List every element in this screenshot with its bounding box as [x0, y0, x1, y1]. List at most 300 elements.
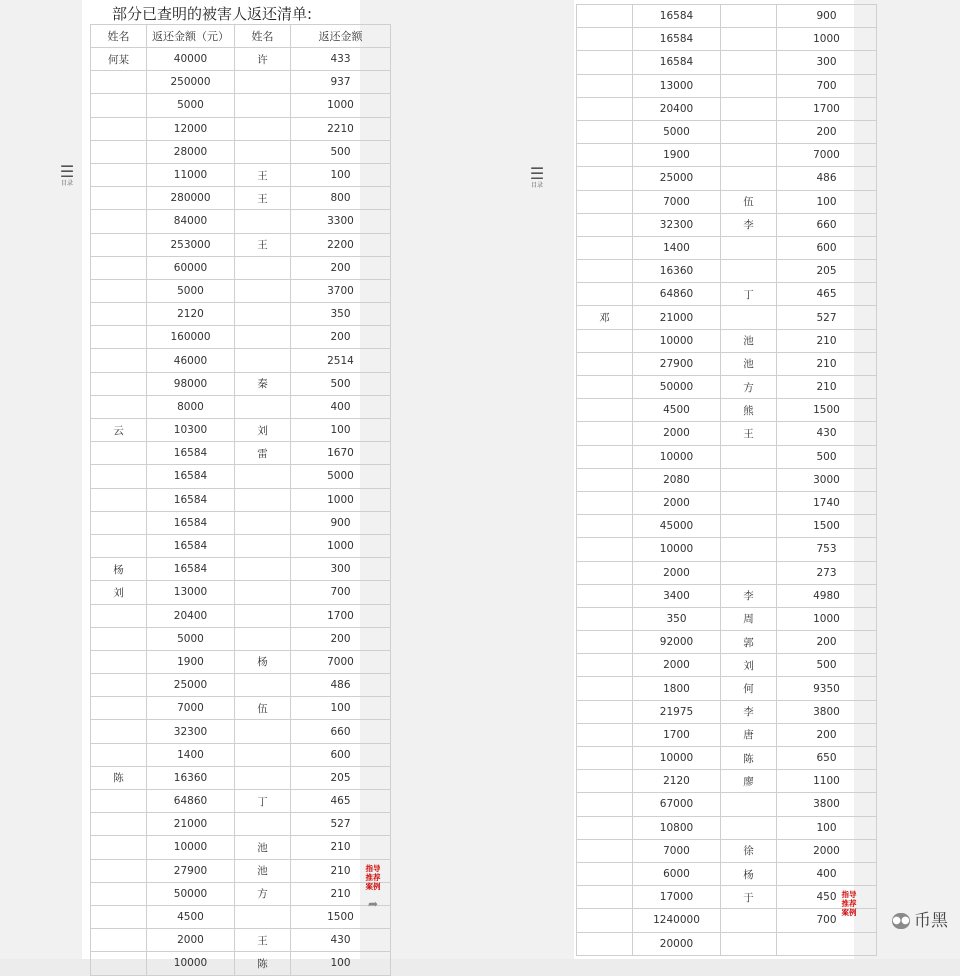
side-tag-guide[interactable]: 指导: [841, 890, 857, 899]
side-tag-recommend[interactable]: 推荐: [365, 873, 381, 882]
name-cell: [577, 468, 633, 491]
amount-cell: 21000: [147, 813, 235, 836]
amount-cell-2: 1740: [777, 491, 877, 514]
name-cell-2: 伍: [235, 697, 291, 720]
name-cell-2: 伍: [721, 190, 777, 213]
name-cell: [577, 747, 633, 770]
amount-cell-2: 210: [777, 376, 877, 399]
amount-cell-2: 2200: [291, 233, 391, 256]
table-row: [577, 677, 877, 700]
left-page-panel: [0, 0, 480, 970]
name-cell: 刘: [91, 581, 147, 604]
amount-cell-2: 486: [291, 674, 391, 697]
name-cell: 云: [91, 419, 147, 442]
amount-cell-2: 1500: [777, 515, 877, 538]
name-cell: [577, 886, 633, 909]
name-cell-2: [235, 511, 291, 534]
amount-cell: 67000: [633, 793, 721, 816]
table-row: [577, 51, 877, 74]
name-cell: [91, 697, 147, 720]
amount-cell-2: 210: [777, 329, 877, 352]
victim-refund-table-right: [576, 4, 877, 956]
watermark-text: 币黑: [914, 911, 948, 931]
name-cell: [577, 97, 633, 120]
table-row: [577, 213, 877, 236]
document-page-left: [82, 0, 363, 970]
amount-cell-2: 1670: [291, 442, 391, 465]
name-cell: [577, 607, 633, 630]
amount-cell: 350: [633, 607, 721, 630]
amount-cell-2: 600: [291, 743, 391, 766]
name-cell-2: [235, 140, 291, 163]
table-row: [91, 929, 391, 952]
name-cell-2: 陈: [721, 747, 777, 770]
amount-cell: 4500: [633, 399, 721, 422]
wechat-icon: ●●: [892, 913, 910, 929]
name-cell: [91, 326, 147, 349]
name-cell-2: 廖: [721, 770, 777, 793]
table-row: [577, 352, 877, 375]
amount-cell-2: 600: [777, 236, 877, 259]
amount-cell: 16584: [147, 442, 235, 465]
amount-cell: 10800: [633, 816, 721, 839]
name-cell-2: [235, 581, 291, 604]
name-cell: [91, 859, 147, 882]
table-row: [577, 862, 877, 885]
name-cell: [91, 465, 147, 488]
name-cell-2: [235, 117, 291, 140]
name-cell: [91, 303, 147, 326]
table-row: [91, 210, 391, 233]
name-cell-2: [721, 144, 777, 167]
amount-cell-2: 500: [777, 445, 877, 468]
name-cell-2: [235, 303, 291, 326]
table-row: [577, 329, 877, 352]
name-cell-2: 丁: [721, 283, 777, 306]
amount-cell: 10000: [147, 836, 235, 859]
table-row: [577, 654, 877, 677]
amount-cell-2: 205: [291, 766, 391, 789]
toc-label: 目录: [530, 182, 543, 189]
name-cell: [91, 604, 147, 627]
amount-cell-2: 500: [291, 140, 391, 163]
table-row: [91, 511, 391, 534]
name-cell: [577, 74, 633, 97]
table-row: [91, 813, 391, 836]
name-cell-2: 方: [721, 376, 777, 399]
amount-cell-2: 500: [291, 372, 391, 395]
document-page-right: [574, 0, 854, 959]
table-row: [91, 442, 391, 465]
name-cell-2: [721, 51, 777, 74]
name-cell-2: [235, 720, 291, 743]
table-row: [91, 882, 391, 905]
amount-cell-2: 5000: [291, 465, 391, 488]
table-row: [577, 932, 877, 955]
name-cell: [577, 515, 633, 538]
name-cell-2: 王: [721, 422, 777, 445]
amount-cell: 10300: [147, 419, 235, 442]
name-cell: [91, 94, 147, 117]
amount-cell: 13000: [147, 581, 235, 604]
name-cell-2: [721, 306, 777, 329]
name-cell: [577, 677, 633, 700]
amount-cell-2: 1000: [777, 607, 877, 630]
amount-cell: 1800: [633, 677, 721, 700]
amount-cell-2: 3800: [777, 700, 877, 723]
name-cell-2: [235, 558, 291, 581]
name-cell-2: 池: [235, 836, 291, 859]
table-row: [91, 859, 391, 882]
amount-cell: 5000: [147, 627, 235, 650]
amount-cell-2: 100: [291, 697, 391, 720]
table-row: [577, 584, 877, 607]
name-cell-2: [721, 236, 777, 259]
amount-cell-2: 2210: [291, 117, 391, 140]
name-cell: [91, 372, 147, 395]
name-cell: 杨: [91, 558, 147, 581]
table-row: [91, 905, 391, 928]
amount-cell: 84000: [147, 210, 235, 233]
amount-cell-2: 100: [777, 190, 877, 213]
table-row: [91, 650, 391, 673]
name-cell: [577, 816, 633, 839]
amount-cell-2: 205: [777, 260, 877, 283]
amount-cell: 40000: [147, 48, 235, 71]
amount-cell: 28000: [147, 140, 235, 163]
amount-cell: 21000: [633, 306, 721, 329]
side-tag-case[interactable]: 案例: [841, 908, 857, 917]
amount-cell: 17000: [633, 886, 721, 909]
name-cell: [577, 376, 633, 399]
table-row: [577, 839, 877, 862]
name-cell-2: [235, 349, 291, 372]
amount-cell-2: 350: [291, 303, 391, 326]
amount-cell-2: 210: [291, 836, 391, 859]
name-cell-2: 方: [235, 882, 291, 905]
name-cell-2: [235, 905, 291, 928]
amount-cell-2: 100: [291, 163, 391, 186]
table-row: [91, 581, 391, 604]
name-cell: [91, 905, 147, 928]
amount-cell-2: 1000: [291, 534, 391, 557]
share-icon[interactable]: ➦: [367, 897, 379, 911]
name-cell-2: [235, 766, 291, 789]
name-cell-2: [235, 813, 291, 836]
amount-cell-2: 9350: [777, 677, 877, 700]
table-row: [577, 236, 877, 259]
amount-cell: 25000: [147, 674, 235, 697]
name-cell-2: [235, 488, 291, 511]
name-cell-2: 周: [721, 607, 777, 630]
amount-cell-2: [777, 932, 877, 955]
amount-cell-2: 660: [777, 213, 877, 236]
name-cell-2: 池: [721, 352, 777, 375]
table-row: [577, 120, 877, 143]
name-cell-2: [235, 94, 291, 117]
table-row: [577, 283, 877, 306]
name-cell: [91, 256, 147, 279]
name-cell: [577, 491, 633, 514]
amount-cell: 25000: [633, 167, 721, 190]
amount-cell-2: 465: [777, 283, 877, 306]
name-cell-2: 王: [235, 187, 291, 210]
amount-cell: 5000: [147, 279, 235, 302]
table-row: [91, 256, 391, 279]
name-cell-2: 陈: [235, 952, 291, 975]
amount-cell: 16584: [633, 28, 721, 51]
amount-cell-2: 7000: [291, 650, 391, 673]
name-cell-2: [721, 816, 777, 839]
amount-cell-2: 800: [291, 187, 391, 210]
table-row: [577, 5, 877, 28]
name-cell-2: 郭: [721, 631, 777, 654]
side-tag-case[interactable]: 案例: [365, 882, 381, 891]
name-cell-2: [235, 210, 291, 233]
amount-cell: 5000: [633, 120, 721, 143]
amount-cell: 60000: [147, 256, 235, 279]
table-row: [577, 399, 877, 422]
name-cell: 何某: [91, 48, 147, 71]
amount-cell: 16360: [633, 260, 721, 283]
name-cell: [91, 743, 147, 766]
amount-cell: 27900: [147, 859, 235, 882]
amount-cell: 64860: [633, 283, 721, 306]
amount-cell: 20000: [633, 932, 721, 955]
amount-cell-2: 3300: [291, 210, 391, 233]
side-tag-recommend[interactable]: 推荐: [841, 899, 857, 908]
name-cell: 邓: [577, 306, 633, 329]
name-cell: [577, 120, 633, 143]
amount-cell: 1400: [147, 743, 235, 766]
name-cell-2: 何: [721, 677, 777, 700]
amount-cell-2: 3700: [291, 279, 391, 302]
name-cell-2: [721, 260, 777, 283]
name-cell-2: [721, 5, 777, 28]
table-row: [577, 607, 877, 630]
table-row: [91, 326, 391, 349]
amount-cell-2: 2000: [777, 839, 877, 862]
table-row: [91, 488, 391, 511]
table-row: [91, 163, 391, 186]
table-row: [91, 395, 391, 418]
amount-cell-2: 200: [777, 631, 877, 654]
amount-cell-2: 527: [291, 813, 391, 836]
name-cell: [91, 813, 147, 836]
name-cell: [91, 140, 147, 163]
table-row: [577, 376, 877, 399]
right-page-panel: [480, 0, 960, 959]
amount-cell-2: 430: [291, 929, 391, 952]
side-tag-guide[interactable]: 指导: [365, 864, 381, 873]
amount-cell: 6000: [633, 862, 721, 885]
name-cell: [577, 28, 633, 51]
amount-cell-2: 200: [777, 120, 877, 143]
name-cell: [91, 534, 147, 557]
amount-cell-2: 400: [291, 395, 391, 418]
name-cell-2: [721, 515, 777, 538]
amount-cell: 10000: [633, 538, 721, 561]
name-cell-2: [721, 491, 777, 514]
name-cell-2: 李: [721, 213, 777, 236]
table-row: [91, 279, 391, 302]
table-row: [577, 28, 877, 51]
table-row: [91, 558, 391, 581]
table-row: [577, 97, 877, 120]
name-cell: [577, 352, 633, 375]
name-cell-2: [235, 674, 291, 697]
name-cell-2: [235, 71, 291, 94]
name-cell: [91, 117, 147, 140]
name-cell: [91, 187, 147, 210]
name-cell: [577, 51, 633, 74]
amount-cell: 21975: [633, 700, 721, 723]
name-cell-2: 刘: [235, 419, 291, 442]
name-cell-2: 熊: [721, 399, 777, 422]
table-row: [577, 723, 877, 746]
toc-button[interactable]: [56, 164, 78, 188]
name-cell: 陈: [91, 766, 147, 789]
table-row: [91, 117, 391, 140]
name-cell: [91, 882, 147, 905]
amount-cell: 7000: [633, 190, 721, 213]
amount-cell: 50000: [147, 882, 235, 905]
amount-cell: 2000: [633, 422, 721, 445]
name-cell-2: [721, 932, 777, 955]
table-row: [91, 233, 391, 256]
amount-cell-2: 700: [777, 74, 877, 97]
name-cell: [91, 210, 147, 233]
name-cell-2: 秦: [235, 372, 291, 395]
amount-cell: 1900: [633, 144, 721, 167]
amount-cell: 16584: [147, 534, 235, 557]
amount-cell: 8000: [147, 395, 235, 418]
name-cell-2: [721, 561, 777, 584]
amount-cell: 2000: [633, 491, 721, 514]
amount-cell-2: 1500: [291, 905, 391, 928]
name-cell-2: 王: [235, 163, 291, 186]
name-cell-2: [235, 604, 291, 627]
amount-cell: 10000: [633, 445, 721, 468]
name-cell: [577, 631, 633, 654]
name-cell: [577, 584, 633, 607]
amount-cell: 250000: [147, 71, 235, 94]
table-row: [91, 71, 391, 94]
amount-cell-2: 1700: [777, 97, 877, 120]
amount-cell: 27900: [633, 352, 721, 375]
table-row: [91, 743, 391, 766]
name-cell-2: 刘: [721, 654, 777, 677]
amount-cell: 10000: [633, 329, 721, 352]
amount-cell: 32300: [147, 720, 235, 743]
name-cell: [577, 260, 633, 283]
amount-cell: 13000: [633, 74, 721, 97]
amount-cell-2: 465: [291, 790, 391, 813]
table-row: [91, 697, 391, 720]
table-row: [91, 627, 391, 650]
name-cell-2: 李: [721, 584, 777, 607]
name-cell-2: [235, 534, 291, 557]
amount-cell-2: 660: [291, 720, 391, 743]
amount-cell: 32300: [633, 213, 721, 236]
amount-cell-2: 7000: [777, 144, 877, 167]
amount-cell: 4500: [147, 905, 235, 928]
amount-cell-2: 650: [777, 747, 877, 770]
amount-cell-2: 2514: [291, 349, 391, 372]
name-cell: [577, 5, 633, 28]
name-cell-2: 王: [235, 233, 291, 256]
name-cell-2: [235, 326, 291, 349]
name-cell: [577, 723, 633, 746]
table-row: [91, 952, 391, 975]
name-cell-2: 于: [721, 886, 777, 909]
table-row: [91, 187, 391, 210]
amount-cell: 7000: [633, 839, 721, 862]
name-cell: [577, 329, 633, 352]
amount-cell: 7000: [147, 697, 235, 720]
name-cell: [577, 213, 633, 236]
table-row: [577, 793, 877, 816]
amount-cell-2: 753: [777, 538, 877, 561]
amount-cell-2: 210: [291, 882, 391, 905]
name-cell: [91, 674, 147, 697]
table-row: [91, 419, 391, 442]
table-row: [91, 766, 391, 789]
table-row: [577, 816, 877, 839]
victim-refund-table-left: [90, 24, 391, 976]
name-cell: [577, 793, 633, 816]
amount-cell: 2000: [633, 561, 721, 584]
name-cell: [91, 790, 147, 813]
table-row: [91, 790, 391, 813]
amount-cell-2: 450: [777, 886, 877, 909]
amount-cell: 16584: [633, 51, 721, 74]
header-amount: 返还金额（元）: [147, 25, 235, 48]
amount-cell-2: 4980: [777, 584, 877, 607]
list-icon: ☰: [529, 164, 545, 183]
amount-cell: 10000: [147, 952, 235, 975]
table-row: [577, 538, 877, 561]
table-row: [577, 144, 877, 167]
table-row: [91, 303, 391, 326]
amount-cell: 50000: [633, 376, 721, 399]
table-row: [91, 48, 391, 71]
amount-cell-2: 500: [777, 654, 877, 677]
table-row: [577, 306, 877, 329]
name-cell-2: [721, 74, 777, 97]
toc-button-right[interactable]: [526, 166, 548, 190]
name-cell-2: [235, 256, 291, 279]
name-cell-2: 许: [235, 48, 291, 71]
name-cell: [91, 395, 147, 418]
table-row: [577, 445, 877, 468]
table-row: [577, 468, 877, 491]
side-tools: [362, 864, 384, 911]
name-cell-2: [721, 120, 777, 143]
name-cell-2: [721, 97, 777, 120]
amount-cell-2: 400: [777, 862, 877, 885]
amount-cell: 5000: [147, 94, 235, 117]
amount-cell-2: 1000: [291, 488, 391, 511]
amount-cell-2: 210: [291, 859, 391, 882]
table-row: [577, 886, 877, 909]
name-cell-2: 杨: [235, 650, 291, 673]
amount-cell-2: 433: [291, 48, 391, 71]
table-row: [91, 674, 391, 697]
amount-cell: 11000: [147, 163, 235, 186]
amount-cell: 20400: [633, 97, 721, 120]
name-cell-2: [235, 743, 291, 766]
